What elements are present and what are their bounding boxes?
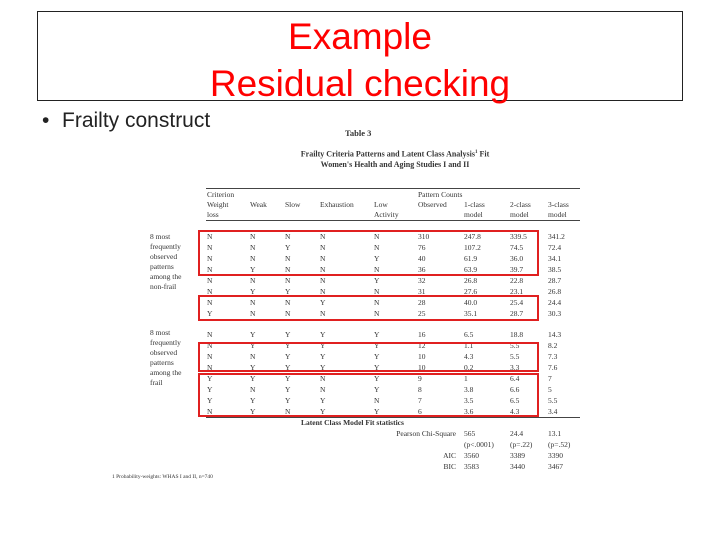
table-subtitle [245, 148, 545, 170]
table-cell: N [207, 352, 213, 361]
table-cell: Y [285, 341, 291, 350]
table-cell: 10 [418, 352, 426, 361]
table-cell: Y [285, 352, 291, 361]
column-header: Slow [285, 200, 301, 209]
table-cell: Y [374, 363, 380, 372]
fit-label: BIC [443, 462, 456, 471]
table-cell: 14.3 [548, 330, 562, 339]
table-cell: N [374, 232, 380, 241]
table-cell: 1.1 [464, 341, 474, 350]
table-cell: 61.9 [464, 254, 478, 263]
group-label-line: patterns [150, 262, 174, 271]
table-cell: 30.3 [548, 309, 562, 318]
column-header: Weak [250, 200, 267, 209]
table-cell: N [320, 309, 326, 318]
table-cell: Y [320, 330, 326, 339]
table-cell: 35.1 [464, 309, 478, 318]
table-cell: 63.9 [464, 265, 478, 274]
table-cell: Y [374, 385, 380, 394]
table-cell: 3.8 [464, 385, 474, 394]
table-cell: 107.2 [464, 243, 481, 252]
table-cell: 247.8 [464, 232, 481, 241]
group-label-line: among the [150, 272, 182, 281]
table-cell: N [285, 309, 291, 318]
table-cell: N [207, 243, 213, 252]
table-cell: Y [285, 363, 291, 372]
fit-value: 3583 [464, 462, 479, 471]
table-cell: N [250, 298, 256, 307]
table-cell: 7.6 [548, 363, 558, 372]
table-cell: 34.1 [548, 254, 562, 263]
table-subtitle-sup: 1 [474, 150, 478, 155]
table-cell: 36.0 [510, 254, 524, 263]
fit-label: AIC [443, 451, 456, 460]
group1-label [150, 232, 181, 292]
table-cell: 339.5 [510, 232, 527, 241]
column-header: Weight [207, 200, 229, 209]
table-cell: 76 [418, 243, 426, 252]
table-cell: 27.6 [464, 287, 478, 296]
table-cell: N [207, 298, 213, 307]
table-cell: N [320, 385, 326, 394]
table-cell: N [285, 265, 291, 274]
table-cell: 8 [418, 385, 422, 394]
table-cell: N [320, 276, 326, 285]
table-cell: Y [285, 374, 291, 383]
table-cell: 40.0 [464, 298, 478, 307]
table-cell: 24.4 [548, 298, 562, 307]
table-cell: Y [250, 407, 256, 416]
fit-value: (p=.52) [548, 440, 571, 449]
fit-value: 3440 [510, 462, 525, 471]
table-cell: 6 [418, 407, 422, 416]
table-cell: N [374, 309, 380, 318]
table-cell: N [207, 330, 213, 339]
table-cell: N [207, 287, 213, 296]
column-header-line2: model [510, 210, 529, 219]
table-cell: Y [285, 330, 291, 339]
table-cell: Y [250, 330, 256, 339]
table-cell: Y [374, 341, 380, 350]
fit-value: 3560 [464, 451, 479, 460]
bullet-dot-icon: • [42, 109, 50, 132]
group-label-line: observed [150, 252, 178, 261]
table-cell: 40 [418, 254, 426, 263]
highlight-box-nonfrail-bottom [198, 295, 539, 321]
table-cell: N [207, 265, 213, 274]
table-cell: 9 [418, 374, 422, 383]
column-header: 2-class [510, 200, 531, 209]
table-subtitle-line2: Women's Health and Aging Studies I and II [320, 159, 470, 169]
column-header: Low [374, 200, 388, 209]
table-cell: N [320, 374, 326, 383]
table-cell: 3.4 [548, 407, 558, 416]
table-cell: N [285, 298, 291, 307]
table-cell: N [374, 396, 380, 405]
table-cell: 3.6 [464, 407, 474, 416]
table-cell: 6.5 [464, 330, 474, 339]
table-cell: N [250, 232, 256, 241]
table-cell: 10 [418, 363, 426, 372]
table-cell: 341.2 [548, 232, 565, 241]
group-label-line: patterns [150, 358, 174, 367]
rule-top [206, 188, 580, 189]
table-cell: Y [285, 243, 291, 252]
table-cell: Y [374, 330, 380, 339]
column-header-line2: model [464, 210, 483, 219]
table-cell: Y [374, 407, 380, 416]
table-cell: 26.8 [548, 287, 562, 296]
table-cell: N [285, 407, 291, 416]
table-cell: Y [250, 341, 256, 350]
column-header: Observed [418, 200, 447, 209]
slide-title: Example [288, 16, 432, 57]
table-cell: 25 [418, 309, 426, 318]
table-cell: N [250, 254, 256, 263]
table-cell: 32 [418, 276, 426, 285]
fit-value: 3467 [548, 462, 563, 471]
column-header: Exhaustion [320, 200, 354, 209]
table-cell: 39.7 [510, 265, 524, 274]
fit-value: 24.4 [510, 429, 524, 438]
bullet-text: Frailty construct [62, 109, 211, 132]
table-cell: Y [250, 396, 256, 405]
table-cell: 36 [418, 265, 426, 274]
table-cell: Y [285, 287, 291, 296]
table-cell: 7.3 [548, 352, 558, 361]
table-cell: Y [250, 363, 256, 372]
table-cell: 26.8 [464, 276, 478, 285]
column-header-line2: model [548, 210, 567, 219]
fit-value: 565 [464, 429, 476, 438]
column-header-line2: Activity [374, 210, 399, 219]
table-cell: 5.5 [510, 341, 520, 350]
table-cell: N [285, 232, 291, 241]
table-cell: 23.1 [510, 287, 524, 296]
table-cell: Y [250, 287, 256, 296]
column-header: 3-class [548, 200, 569, 209]
highlight-box-frail-top [198, 342, 539, 372]
table-cell: 5.5 [548, 396, 558, 405]
table-cell: 7 [418, 396, 422, 405]
group-label-line: frail [150, 378, 163, 387]
table-cell: Y [250, 374, 256, 383]
table-cell: 18.8 [510, 330, 524, 339]
table-cell: N [207, 341, 213, 350]
table-cell: Y [374, 276, 380, 285]
table-cell: Y [320, 352, 326, 361]
table-cell: N [374, 298, 380, 307]
fit-title: Latent Class Model Fit statistics [301, 418, 404, 427]
table-cell: 3.5 [464, 396, 474, 405]
group-label-line: 8 most [150, 328, 171, 337]
table-image [100, 122, 620, 482]
table-cell: 38.5 [548, 265, 562, 274]
group-label-line: frequently [150, 338, 181, 347]
group-label-line: among the [150, 368, 182, 377]
highlight-box-nonfrail-top [198, 230, 539, 276]
table-cell: Y [374, 352, 380, 361]
table-cell: N [320, 287, 326, 296]
table-cell: Y [207, 374, 213, 383]
table-cell: N [250, 276, 256, 285]
table-cell: N [285, 254, 291, 263]
table-cell: 28 [418, 298, 426, 307]
group-label-line: observed [150, 348, 178, 357]
table-cell: Y [207, 385, 213, 394]
fit-value: 3389 [510, 451, 525, 460]
group-label-line: non-frail [150, 282, 177, 291]
table-cell: 0.2 [464, 363, 474, 372]
table-cell: N [207, 407, 213, 416]
table-cell: 7 [548, 374, 552, 383]
title-box [37, 11, 683, 104]
table-cell: Y [320, 396, 326, 405]
fit-label: Pearson Chi-Square [396, 429, 456, 438]
table-cell: 22.8 [510, 276, 524, 285]
fit-value: (p<.0001) [464, 440, 494, 449]
table-cell: Y [250, 265, 256, 274]
table-cell: N [207, 232, 213, 241]
table-cell: Y [320, 298, 326, 307]
table-cell: 6.5 [510, 396, 520, 405]
table-subtitle-line1-end: Fit [477, 149, 490, 159]
table-cell: 5.5 [510, 352, 520, 361]
table-cell: 72.4 [548, 243, 562, 252]
pattern-header: Pattern Counts [418, 190, 463, 199]
table-cell: 4.3 [510, 407, 520, 416]
group2-label [150, 328, 181, 388]
table-cell: N [250, 243, 256, 252]
table-cell: Y [207, 396, 213, 405]
group-label-line: frequently [150, 242, 181, 251]
table-cell: N [207, 254, 213, 263]
table-cell: 8.2 [548, 341, 558, 350]
table-cell: Y [374, 374, 380, 383]
criteria-header: Criterion [207, 190, 235, 199]
table-cell: N [250, 352, 256, 361]
fit-value: (p=.22) [510, 440, 533, 449]
table-cell: 4.3 [464, 352, 474, 361]
table-cell: N [207, 276, 213, 285]
table-cell: Y [285, 396, 291, 405]
footnote: 1 Probability-weights: WHAS I and II, n=740 [112, 474, 213, 480]
column-header-line2: loss [207, 210, 219, 219]
table-cell: 28.7 [548, 276, 562, 285]
table-cell: N [207, 363, 213, 372]
table-cell: 6.4 [510, 374, 520, 383]
table-cell: N [250, 385, 256, 394]
table-cell: 74.5 [510, 243, 524, 252]
slide-subtitle: Residual checking [209, 63, 511, 104]
table-cell: Y [320, 407, 326, 416]
table-cell: 28.7 [510, 309, 524, 318]
table-cell: Y [320, 341, 326, 350]
table-cell: N [320, 254, 326, 263]
table-title: Table 3 [345, 128, 372, 138]
fit-value: 13.1 [548, 429, 562, 438]
group-label-line: 8 most [150, 232, 171, 241]
table-cell: 310 [418, 232, 430, 241]
table-cell: N [320, 265, 326, 274]
table-cell: N [374, 243, 380, 252]
table-cell: Y [285, 385, 291, 394]
table-cell: 1 [464, 374, 468, 383]
table-cell: 16 [418, 330, 426, 339]
table-cell: Y [207, 309, 213, 318]
table-cell: N [250, 309, 256, 318]
table-cell: 12 [418, 341, 426, 350]
rule-header [206, 220, 580, 221]
table-cell: 31 [418, 287, 426, 296]
table-cell: Y [374, 254, 380, 263]
table-cell: 6.6 [510, 385, 520, 394]
table-cell: N [285, 276, 291, 285]
table-cell: N [320, 232, 326, 241]
table-subtitle-line1: Frailty Criteria Patterns and Latent Class Analysis [300, 149, 475, 159]
table-cell: 3.3 [510, 363, 520, 372]
table-cell: N [320, 243, 326, 252]
table-cell: 5 [548, 385, 552, 394]
highlight-box-frail-bottom [198, 373, 539, 417]
table-cell: Y [320, 363, 326, 372]
table-cell: N [374, 265, 380, 274]
column-header: 1-class [464, 200, 485, 209]
fit-value: 3390 [548, 451, 563, 460]
table-cell: N [374, 287, 380, 296]
table-cell: 25.4 [510, 298, 524, 307]
